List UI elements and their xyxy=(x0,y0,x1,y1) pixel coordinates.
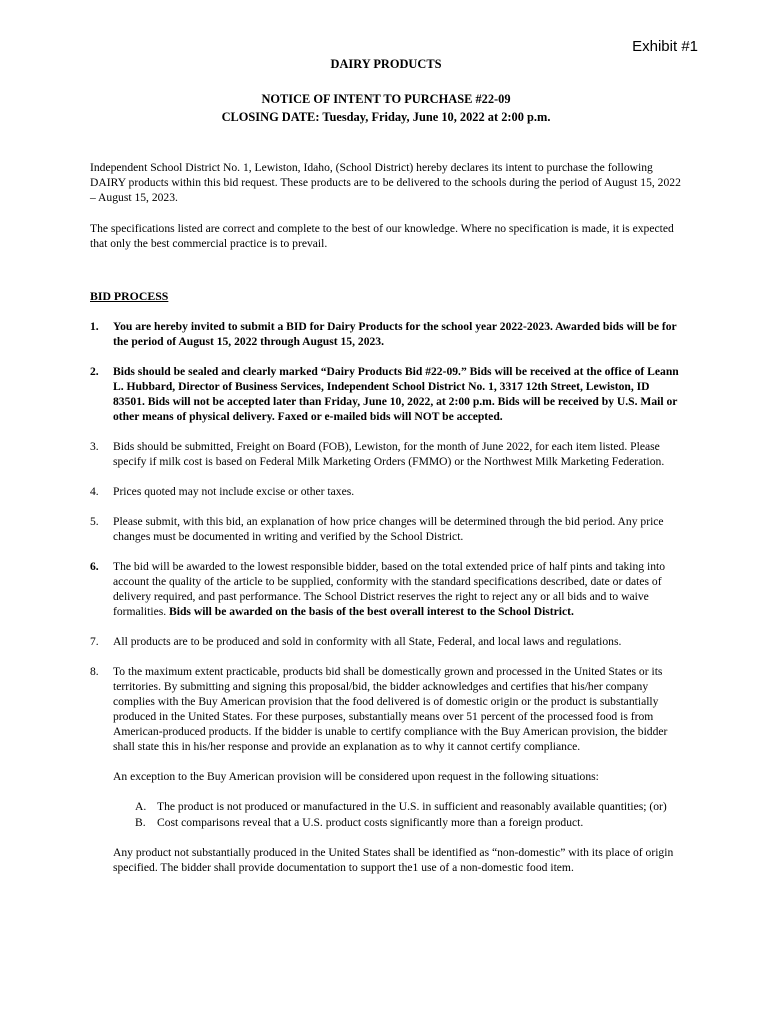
item-text: To the maximum extent practicable, products bid shall be domestically grown and processed in the United States or its territories. By submitting and signing this proposal/bid, the bidder acknowledges and certifies that his/her company complies with the Buy American provision that the food delivered is of domestic origin or the product is substantially produced in the United States. For these purposes, substantially means over 51 percent of the processed food is from American-produced products. If the bidder is unable to certify compliance with the Buy American provision, the bidder shall state this in his/her response and provide an explanation as to why it cannot certify compliance. xyxy=(113,665,668,753)
exhibit-label: Exhibit #1 xyxy=(632,38,698,55)
exception-list xyxy=(135,799,682,830)
item-number: 8. xyxy=(90,665,99,678)
list-item-5 xyxy=(90,514,682,544)
non-domestic-paragraph: Any product not substantially produced in the United States shall be identified as “non-domestic” with its place of origin specified. The bidder shall provide documentation to support the1 use of a non-domestic food item. xyxy=(113,846,674,874)
list-item-8 xyxy=(90,664,682,875)
item-text: The bid will be awarded to the lowest responsible bidder, based on the total extended price of half pints and taking into account the quality of the article to be supplied, conformity with the standard specifications described, date or dates of delivery required, and past performance. The School District reserves the right to reject any or all bids and to waive formalities. xyxy=(113,560,666,618)
item-number: 5. xyxy=(90,515,99,528)
document-title: DAIRY PRODUCTS xyxy=(330,57,442,71)
bid-process-list xyxy=(90,319,682,875)
list-item-3 xyxy=(90,439,682,469)
item-text: The product is not produced or manufactured in the U.S. in sufficient and reasonably available quantities; (or) xyxy=(157,800,667,813)
item-text: Cost comparisons reveal that a U.S. product costs significantly more than a foreign product. xyxy=(157,816,584,829)
item-number: 7. xyxy=(90,635,99,648)
closing-date: CLOSING DATE: Tuesday, Friday, June 10, 2022 at 2:00 p.m. xyxy=(221,110,551,124)
notice-heading: NOTICE OF INTENT TO PURCHASE #22-09 xyxy=(261,92,511,106)
list-item-6 xyxy=(90,559,682,619)
item-text: Bids should be submitted, Freight on Board (FOB), Lewiston, for the month of June 2022, for each item listed. Please specify if milk cost is based on Federal Milk Marketing Orders (FMMO) or the Northwest Milk Marketing Federation. xyxy=(113,440,665,468)
item-letter: A. xyxy=(135,800,147,813)
list-item-7 xyxy=(90,634,682,649)
item-number: 2. xyxy=(90,365,99,378)
item-text: Prices quoted may not include excise or other taxes. xyxy=(113,485,355,498)
item-number: 4. xyxy=(90,485,99,498)
item-text: Bids should be sealed and clearly marked “Dairy Products Bid #22-09.” Bids will be received at the office of Leann L. Hubbard, Director of Business Services, Independent School District No. 1, 3317 12th Street, Lewiston, ID 83501. Bids will not be accepted later than Friday, June 10, 2022, at 2:00 p.m. Bids will be received by U.S. Mail or other means of physical delivery. Faxed or e-mailed bids will NOT be accepted. xyxy=(113,365,679,423)
exception-paragraph: An exception to the Buy American provision will be considered upon request in the following situations: xyxy=(113,770,599,783)
item-text: All products are to be produced and sold in conformity with all State, Federal, and local laws and regulations. xyxy=(113,635,622,648)
intro-paragraph-2: The specifications listed are correct and complete to the best of our knowledge. Where no specification is made, it is expected that only the best commercial practice is to prevail. xyxy=(90,222,674,250)
item-letter: B. xyxy=(135,816,146,829)
intro-paragraph-1: Independent School District No. 1, Lewiston, Idaho, (School District) hereby declares its intent to purchase the following DAIRY products within this bid request. These products are to be delivered to the schools during the period of August 15, 2022 – August 15, 2023. xyxy=(90,161,681,204)
exception-item-b xyxy=(135,815,682,830)
item-text: You are hereby invited to submit a BID for Dairy Products for the school year 2022-2023. Awarded bids will be for the period of August 15, 2022 through August 15, 2023. xyxy=(113,320,677,348)
item-bold-text: Bids will be awarded on the basis of the best overall interest to the School District. xyxy=(169,605,574,618)
document-page xyxy=(90,57,682,890)
list-item-1 xyxy=(90,319,682,349)
item-number: 1. xyxy=(90,320,99,333)
list-item-4 xyxy=(90,484,682,499)
item-number: 6. xyxy=(90,560,99,573)
item-text: Please submit, with this bid, an explanation of how price changes will be determined through the bid period. Any price changes must be documented in writing and verified by the School District. xyxy=(113,515,664,543)
item-number: 3. xyxy=(90,440,99,453)
section-heading-bid-process: BID PROCESS xyxy=(90,289,169,303)
exception-item-a xyxy=(135,799,682,814)
list-item-2 xyxy=(90,364,682,424)
